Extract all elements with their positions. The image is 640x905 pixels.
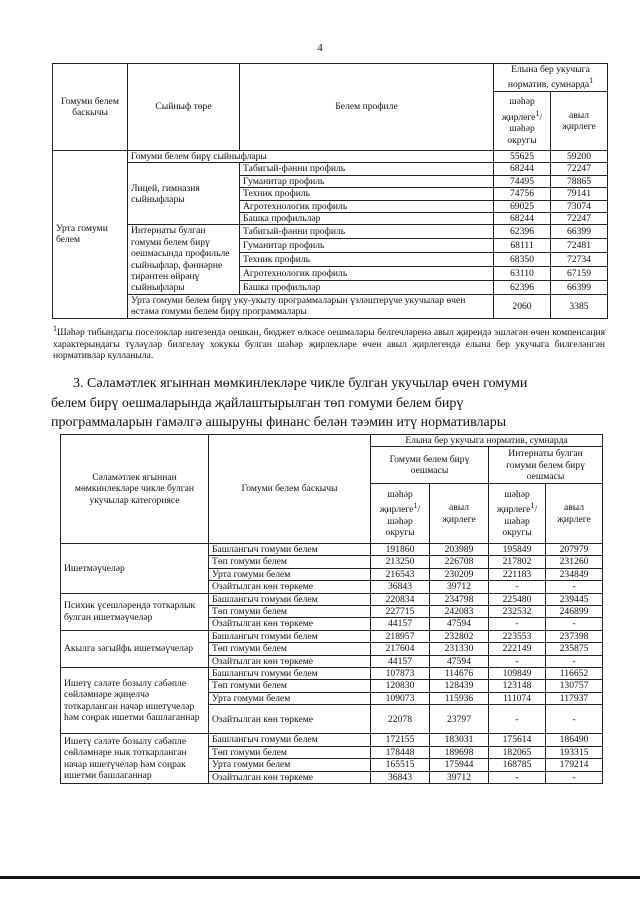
value-cell: 128439 [430, 680, 489, 692]
profile-cell: Гуманитар профиль [240, 175, 494, 187]
value-cell: - [546, 581, 603, 593]
value-cell: 232802 [430, 630, 489, 642]
level-cell: Урта гомуми белем [53, 151, 128, 319]
value-cell: 242083 [430, 606, 489, 618]
value-cell: 66399 [551, 280, 608, 294]
value-cell: 79141 [551, 188, 608, 200]
value-cell: 23797 [430, 705, 489, 734]
value-cell: 168785 [489, 759, 546, 771]
profile-cell: Техник профиль [240, 253, 494, 267]
value-cell: 234849 [546, 568, 603, 580]
header-rural: авыл җирлеге [551, 92, 608, 151]
header-norm: Елына бер укучыга норматив, сумнарда [371, 435, 603, 447]
value-cell: 39712 [430, 771, 489, 783]
category-cell: Акылга зәгыйфь ишетмәүчеләр [61, 630, 209, 667]
value-cell: 2060 [494, 294, 551, 318]
value-cell: 66399 [551, 225, 608, 239]
header-urban: шәһәр җирлеге$^1$/ шәһәр округы [494, 92, 551, 151]
value-cell: 175944 [430, 759, 489, 771]
value-cell: 217604 [371, 643, 430, 655]
value-cell: 3385 [551, 294, 608, 318]
level-cell: Төп гомуми белем [209, 746, 371, 758]
value-cell: 59200 [551, 151, 608, 163]
value-cell: 55625 [494, 151, 551, 163]
header-rural: авыл җирлеге [430, 484, 489, 544]
page-number: 4 [317, 42, 323, 54]
level-cell: Төп гомуми белем [209, 680, 371, 692]
category-cell: Ишетү сәләте бозылу сәбәпле сөйләмнәре нык тоткарланган начар ишетүчеләр һәм соңрак ишетми башлаганнар [61, 734, 209, 784]
level-cell: Башлангыч гомуми белем [209, 593, 371, 605]
value-cell: 44157 [371, 655, 430, 667]
value-cell: 117937 [546, 692, 603, 704]
value-cell: - [546, 771, 603, 783]
value-cell: 72481 [551, 239, 608, 253]
header-class-type: Сыйныф төре [128, 64, 240, 151]
value-cell: 114676 [430, 668, 489, 680]
value-cell: 109849 [489, 668, 546, 680]
value-cell: 225480 [489, 593, 546, 605]
footnote: $^1$Шәһәр тибындагы поселоклар нигезендә оешкан, бюджет өлкәсе оешмалары белгечләренә авыл җирендә эшләгән өчен компенсация характерындагы түләүләр билгеләү хокукы булган шәһәр җирлекләре өчен авыл җирлегендә елына бер укучыга билгеләнгән нормативлар кулланыла. [53, 324, 605, 362]
value-cell: 226708 [430, 556, 489, 568]
value-cell: 47594 [430, 655, 489, 667]
value-cell: - [489, 618, 546, 630]
table-row [61, 734, 603, 746]
normatives-table-general [52, 63, 608, 319]
category-cell: Ишетмәүчеләр [61, 544, 209, 594]
value-cell: 222149 [489, 643, 546, 655]
value-cell: 189698 [430, 746, 489, 758]
level-cell: Озайтылган көн төркеме [209, 771, 371, 783]
header-urban: шәһәр җирлеге$^1$/ шәһәр округы [371, 484, 430, 544]
value-cell: 246899 [546, 606, 603, 618]
value-cell: - [489, 771, 546, 783]
value-cell: 36843 [371, 581, 430, 593]
value-cell: 235875 [546, 643, 603, 655]
value-cell: 72247 [551, 213, 608, 225]
header-norm: Елына бер укучыга норматив, сумнарда$^1$ [494, 64, 608, 92]
level-cell: Башлангыч гомуми белем [209, 544, 371, 556]
value-cell: 69025 [494, 200, 551, 212]
value-cell: 218957 [371, 630, 430, 642]
value-cell: 63110 [494, 267, 551, 281]
value-cell: 107873 [371, 668, 430, 680]
profile-cell: Гуманитар профиль [240, 239, 494, 253]
value-cell: 68111 [494, 239, 551, 253]
header-general-org: Гомуми белем бирү оешмасы [371, 447, 489, 484]
value-cell: 234798 [430, 593, 489, 605]
value-cell: 207979 [546, 544, 603, 556]
value-cell: 36843 [371, 771, 430, 783]
header-category: Сәламәтлек ягыннан мөмкинлекләре чикле булган укучылар категориясе [61, 435, 209, 544]
value-cell: 179214 [546, 759, 603, 771]
value-cell: - [489, 581, 546, 593]
value-cell: 47594 [430, 618, 489, 630]
level-cell: Төп гомуми белем [209, 556, 371, 568]
value-cell: - [546, 618, 603, 630]
value-cell: 123148 [489, 680, 546, 692]
value-cell: 227715 [371, 606, 430, 618]
normatives-table-disabilities [60, 434, 603, 784]
extra-programs-label: Урта гомуми белем бирү уку-укыту программаларын үзләштерүче укучылар өчен өстәмә гомуми белем бирү программалары [128, 294, 494, 318]
value-cell: - [546, 655, 603, 667]
profile-cell: Агротехнологик профиль [240, 267, 494, 281]
value-cell: 220834 [371, 593, 430, 605]
profile-cell: Агротехнологик профиль [240, 200, 494, 212]
value-cell: 74495 [494, 175, 551, 187]
profile-cell: Табигый-фәнни профиль [240, 163, 494, 175]
level-cell: Төп гомуми белем [209, 606, 371, 618]
value-cell: 193315 [546, 746, 603, 758]
general-classes-label: Гомуми белем бирү сыйныфлары [128, 151, 494, 163]
header-rural: авыл җирлеге [546, 484, 603, 544]
category-cell: Психик үсешләрендә тоткарлык булган ишетмәүчеләр [61, 593, 209, 630]
value-cell: 62396 [494, 225, 551, 239]
value-cell: 73074 [551, 200, 608, 212]
value-cell: 115936 [430, 692, 489, 704]
lyceum-label: Лицей, гимназия сыйныфлары [128, 163, 240, 225]
value-cell: 78865 [551, 175, 608, 187]
value-cell: 120830 [371, 680, 430, 692]
value-cell: - [489, 705, 546, 734]
value-cell: 223553 [489, 630, 546, 642]
value-cell: 74756 [494, 188, 551, 200]
value-cell: 195849 [489, 544, 546, 556]
table-row [61, 630, 603, 642]
boarding-label: Интернаты булган гомуми белем бирү оешмасында профильле сыйныфлар, фәннәрне тирәнтен өйрәнү сыйныфлары [128, 225, 240, 294]
value-cell: 178448 [371, 746, 430, 758]
level-cell: Башлангыч гомуми белем [209, 668, 371, 680]
header-profile: Белем профиле [240, 64, 494, 151]
value-cell: - [489, 655, 546, 667]
value-cell: 175614 [489, 734, 546, 746]
profile-cell: Техник профиль [240, 188, 494, 200]
value-cell: 44157 [371, 618, 430, 630]
value-cell: 109073 [371, 692, 430, 704]
value-cell: 186490 [546, 734, 603, 746]
level-cell: Урта гомуми белем [209, 759, 371, 771]
value-cell: 68244 [494, 213, 551, 225]
value-cell: 130757 [546, 680, 603, 692]
table-row [61, 593, 603, 605]
value-cell: 183031 [430, 734, 489, 746]
value-cell: 111074 [489, 692, 546, 704]
scan-edge-band [0, 876, 640, 879]
value-cell: 182065 [489, 746, 546, 758]
value-cell: 191860 [371, 544, 430, 556]
level-cell: Озайтылган көн төркеме [209, 581, 371, 593]
value-cell: 165515 [371, 759, 430, 771]
level-cell: Төп гомуми белем [209, 643, 371, 655]
value-cell: 67159 [551, 267, 608, 281]
value-cell: 39712 [430, 581, 489, 593]
header-level: Гомуми белем баскычы [209, 435, 371, 544]
profile-cell: Табигый-фәнни профиль [240, 225, 494, 239]
value-cell: 203989 [430, 544, 489, 556]
value-cell: 221183 [489, 568, 546, 580]
value-cell: 22078 [371, 705, 430, 734]
value-cell: 62396 [494, 280, 551, 294]
header-urban: шәһәр җирлеге$^1$/ шәһәр округы [489, 484, 546, 544]
value-cell: 216543 [371, 568, 430, 580]
table-row [61, 544, 603, 556]
value-cell: 230209 [430, 568, 489, 580]
profile-cell: Башка профильләр [240, 280, 494, 294]
section-heading: 3. Сәламәтлек ягыннан мөмкинлекләре чикле булган укучылар өчен гомуми белем бирү оешмаларында җайлаштырылган төп гомуми белем бирү программаларын гамәлгә ашыруны финанс белән тәэмин итү нормативлары [51, 376, 528, 430]
level-cell: Башлангыч гомуми белем [209, 734, 371, 746]
value-cell: 72247 [551, 163, 608, 175]
value-cell: 172155 [371, 734, 430, 746]
value-cell: 231260 [546, 556, 603, 568]
value-cell: 116652 [546, 668, 603, 680]
profile-cell: Башка профильләр [240, 213, 494, 225]
level-cell: Башлангыч гомуми белем [209, 630, 371, 642]
table-row [61, 668, 603, 680]
header-boarding-org: Интернаты булган гомуми белем бирү оешмасы [489, 447, 603, 484]
category-cell: Ишетү сәләте бозылу сәбәпле сөйләмнәре җиңелчә тоткарланган начар ишетүчеләр һәм соңрак ишетми башлаганнар [61, 668, 209, 734]
value-cell: 232532 [489, 606, 546, 618]
level-cell: Озайтылган көн төркеме [209, 655, 371, 667]
level-cell: Урта гомуми белем [209, 568, 371, 580]
value-cell: 72734 [551, 253, 608, 267]
value-cell: 237398 [546, 630, 603, 642]
level-cell: Озайтылган көн төркеме [209, 705, 371, 734]
header-level: Гомуми белем баскычы [53, 64, 128, 151]
value-cell: 231330 [430, 643, 489, 655]
level-cell: Урта гомуми белем [209, 692, 371, 704]
value-cell: 213250 [371, 556, 430, 568]
value-cell: 68244 [494, 163, 551, 175]
value-cell: - [546, 705, 603, 734]
value-cell: 68350 [494, 253, 551, 267]
level-cell: Озайтылган көн төркеме [209, 618, 371, 630]
value-cell: 239445 [546, 593, 603, 605]
value-cell: 217802 [489, 556, 546, 568]
